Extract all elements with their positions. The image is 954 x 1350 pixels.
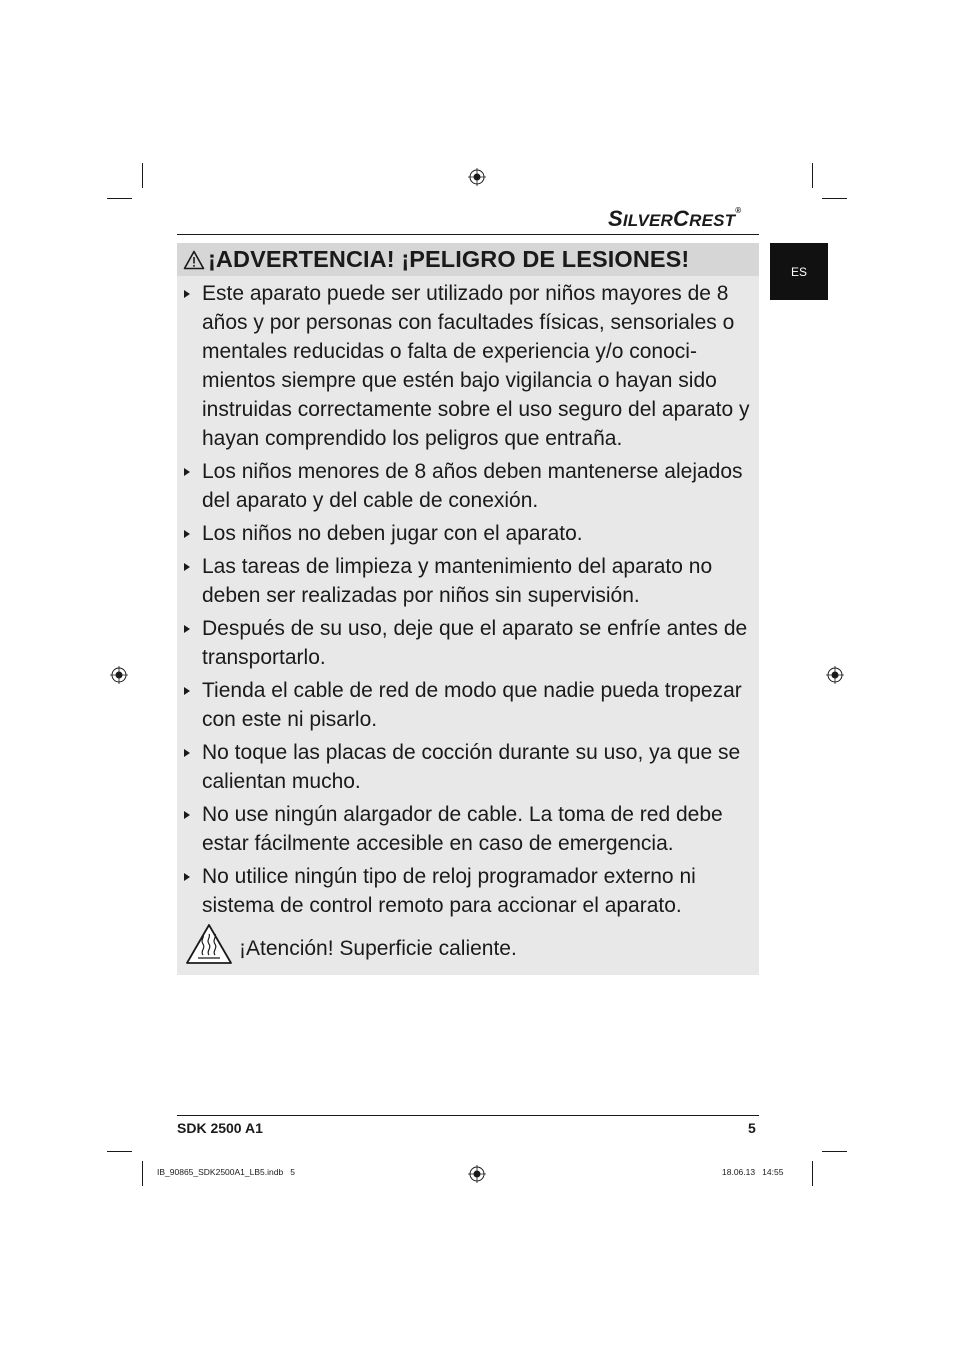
list-item: [177, 862, 759, 920]
language-tab: ES: [770, 243, 828, 300]
bullet-arrow-icon: [184, 873, 190, 881]
print-slug-file: IB_90865_SDK2500A1_LB5.indb 5: [157, 1167, 296, 1177]
brand-letters: REST: [689, 211, 736, 230]
crop-mark: [107, 198, 132, 199]
bullet-arrow-icon: [184, 468, 190, 476]
bullet-arrow-icon: [184, 687, 190, 695]
registered-mark: ®: [735, 206, 742, 215]
registration-mark-icon: [468, 168, 486, 186]
bullet-arrow-icon: [184, 530, 190, 538]
list-item: [177, 279, 759, 453]
list-item: [177, 614, 759, 672]
list-item: [177, 738, 759, 796]
crop-mark: [107, 1151, 132, 1152]
list-item-text: Los niños no deben jugar con el aparato.: [202, 522, 583, 545]
crop-mark: [142, 163, 143, 188]
crop-mark: [142, 1161, 143, 1186]
page-number: 5: [748, 1120, 756, 1136]
warning-title: ¡ADVERTENCIA! ¡PELIGRO DE LESIONES!: [208, 246, 690, 272]
registration-mark-icon: [468, 1165, 486, 1183]
warning-title-bar: [177, 243, 759, 276]
hot-surface-text: ¡Atención! Superficie caliente.: [239, 937, 517, 960]
warning-list: [177, 279, 759, 924]
list-item-text: No toque las placas de cocción durante su uso, ya que se calientan mucho.: [202, 741, 741, 793]
footer-rule: [177, 1115, 759, 1116]
model-number: SDK 2500 A1: [177, 1120, 263, 1136]
bullet-arrow-icon: [184, 749, 190, 757]
list-item: [177, 676, 759, 734]
crop-mark: [822, 1151, 847, 1152]
list-item-text: No use ningún alargador de cable. La toma de red debe estar fácilmente accesible en caso de emergencia.: [202, 803, 723, 855]
header-rule: [177, 234, 759, 235]
list-item: [177, 457, 759, 515]
list-item: [177, 519, 759, 548]
list-item-text: Después de su uso, deje que el aparato se enfríe antes de transportarlo.: [202, 617, 748, 669]
warning-triangle-icon: [183, 250, 205, 270]
warning-box: [177, 243, 759, 975]
brand-letter: C: [673, 206, 690, 231]
crop-mark: [812, 1161, 813, 1186]
brand-letter: S: [608, 206, 623, 231]
print-slug-datetime: 18.06.13 14:55: [722, 1167, 784, 1177]
bullet-arrow-icon: [184, 290, 190, 298]
registration-mark-icon: [110, 666, 128, 684]
list-item-text: Las tareas de limpieza y mantenimiento del aparato no deben ser realizadas por niños sin supervisión.: [202, 555, 713, 607]
list-item-text: Tienda el cable de red de modo que nadie pueda tropezar con este ni pisarlo.: [202, 679, 742, 731]
list-item: [177, 800, 759, 858]
bullet-arrow-icon: [184, 811, 190, 819]
hot-surface-notice: [185, 923, 745, 969]
crop-mark: [812, 163, 813, 188]
list-item: [177, 552, 759, 610]
bullet-arrow-icon: [184, 563, 190, 571]
list-item-text: No utilice ningún tipo de reloj programador externo ni sistema de control remoto para accionar el aparato.: [202, 865, 696, 917]
brand-letters: ILVER: [622, 211, 673, 230]
list-item-text: Los niños menores de 8 años deben mantenerse alejados del aparato y del cable de conexión.: [202, 460, 743, 512]
crop-mark: [822, 198, 847, 199]
registration-mark-icon: [826, 666, 844, 684]
list-item-text: Este aparato puede ser utilizado por niños mayores de 8 años y por personas con facultades físicas, sensoriales o mentales reducidas o falta de experiencia y/o conoci-mientos siempre que estén bajo vigilancia o hayan sido instruidas correctamente sobre el uso seguro del aparato y hayan comprendido los peligros que entraña.: [202, 282, 750, 450]
hot-surface-icon: [185, 923, 233, 965]
bullet-arrow-icon: [184, 625, 190, 633]
brand-logo: [608, 206, 741, 232]
